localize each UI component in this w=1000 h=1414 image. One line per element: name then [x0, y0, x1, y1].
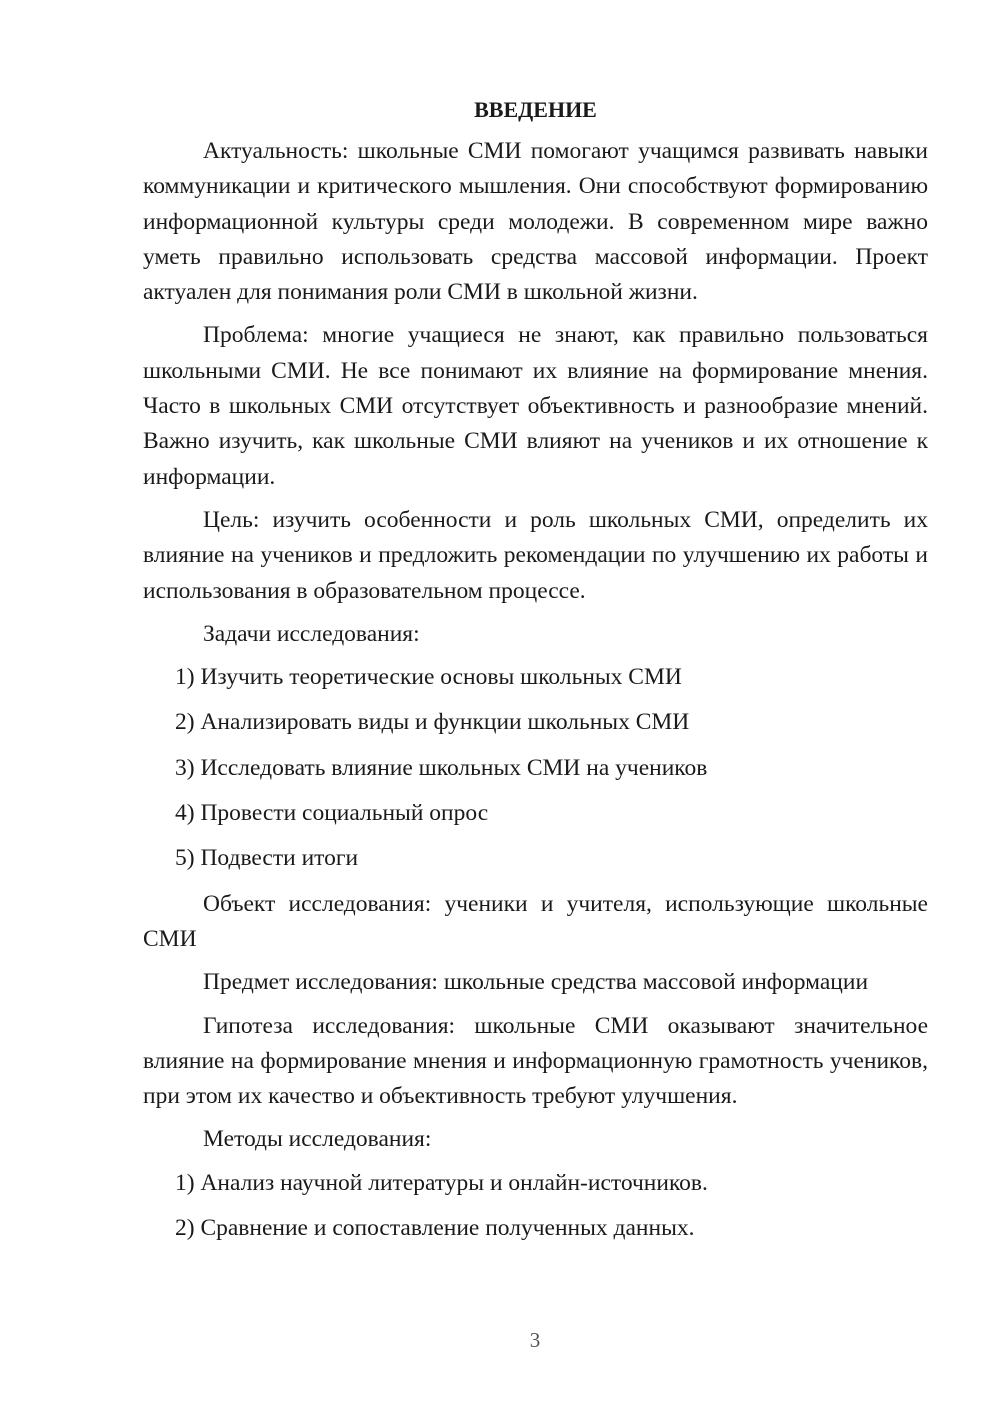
relevance-paragraph: Актуальность: школьные СМИ помогают учащимся развивать навыки коммуникации и критического мышления. Они способствуют формированию информационной культуры среди молодежи. В современном мире важно уметь правильно использовать средства массовой информации. Проект актуален для понимания роли СМИ в школьной жизни.	[143, 138, 928, 306]
task-item: 2) Анализировать виды и функции школьных СМИ	[175, 709, 690, 736]
goal-paragraph: Цель: изучить особенности и роль школьных СМИ, определить их влияние на учеников и предложить рекомендации по улучшению их работы и использования в образовательном процессе.	[143, 506, 928, 604]
page-content	[143, 92, 928, 1256]
task-item: 4) Провести социальный опрос	[175, 800, 489, 827]
task-item: 5) Подвести итоги	[175, 845, 359, 872]
method-item: 2) Сравнение и сопоставление полученных данных.	[175, 1215, 695, 1242]
section-title: ВВЕДЕНИЕ	[474, 97, 597, 122]
task-item: 3) Исследовать влияние школьных СМИ на учеников	[175, 754, 708, 781]
subject-paragraph: Предмет исследования: школьные средства массовой информации	[203, 969, 869, 996]
task-item: 1) Изучить теоретические основы школьных СМИ	[175, 664, 682, 691]
methods-heading: Методы исследования:	[203, 1126, 432, 1153]
page-number: 3	[529, 1328, 541, 1352]
object-paragraph: Объект исследования: ученики и учителя, использующие школьные СМИ	[143, 890, 928, 952]
method-item: 1) Анализ научной литературы и онлайн-источников.	[175, 1169, 708, 1196]
hypothesis-paragraph: Гипотеза исследования: школьные СМИ оказывают значительное влияние на формирование мнения и информационную грамотность учеников, при этом их качество и объективность требуют улучшения.	[143, 1012, 928, 1110]
problem-paragraph: Проблема: многие учащиеся не знают, как правильно пользоваться школьными СМИ. Не все понимают их влияние на формирование мнения. Часто в школьных СМИ отсутствует объективность и разнообразие мнений. Важно изучить, как школьные СМИ влияют на учеников и их отношение к информации.	[143, 322, 928, 490]
tasks-heading: Задачи исследования:	[203, 620, 420, 647]
